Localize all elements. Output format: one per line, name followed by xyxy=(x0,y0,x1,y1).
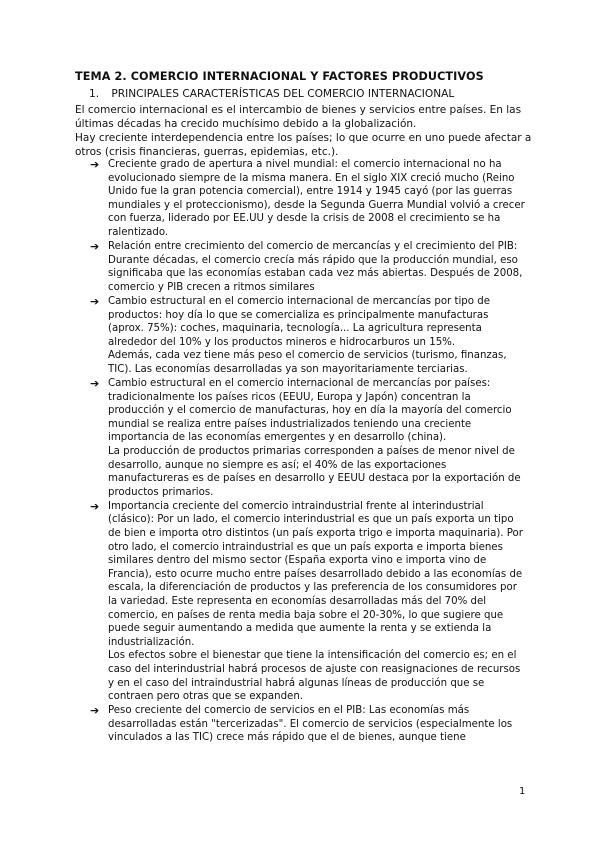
list-item xyxy=(90,295,526,377)
bullet-paragraph: Relación entre crecimiento del comercio de mercancías y el crecimiento del PIB: Durante décadas, el comercio crecía más rápido que la producción mundial, eso significaba que las economías estaban cada vez más abiertas. Después de 2008, comercio y PIB crecen a ritmos similares xyxy=(108,241,523,293)
bullet-paragraph: Cambio estructural en el comercio internacional de mercancías por tipo de productos: hoy día lo que se comercializa es principalmente manufacturas (aprox. 75%): coches, maquinaria, tecnología... La agricultura representa alrededor del 10% y los productos mineros e hidrocarburos un 15%. xyxy=(108,295,490,348)
list-item xyxy=(90,377,526,499)
bullet-paragraph: La producción de productos primarias corresponden a países de menor nivel de desarrollo, aunque no siempre es así; el 40% de las exportaciones manufactureras es de países en desarrollo y EEUU destaca por la exportación de productos primarios. xyxy=(108,445,521,498)
right-arrow-icon: ➔ xyxy=(90,294,100,308)
right-arrow-icon: ➔ xyxy=(90,240,100,254)
right-arrow-icon: ➔ xyxy=(90,499,100,513)
bullet-paragraph: Importancia creciente del comercio intraindustrial frente al interindustrial (clásico): Por un lado, el comercio interindustrial es que un país exporta un tipo de bien e importa otro distintos (un país exporta trigo e importa maquinaria). Por otro lado, el comercio intraindustrial es que un país exporta e importa bienes similares dentro del mismo sector (España exporta vino e importa vino de Francia), esto ocurre mucho entre países desarrollado debido a las economías de escala, la diferenciación de productos y las preferencia de los consumidores por la variedad. Este representa en economías desarrolladas más del 70% del comercio, en países de renta media baja sobre el 20-30%, lo que sugiere que puede seguir aumentando a medida que aumente la renta y se extienda la industrialización. xyxy=(108,500,523,648)
bullet-paragraph: Creciente grado de apertura a nivel mundial: el comercio internacional no ha evolucionado siempre de la misma manera. En el siglo XIX creció mucho (Reino Unido fue la gran potencia comercial), entre 1914 y 1945 cayó (por las guerras mundiales y el proteccionismo), desde la Segunda Guerra Mundial volvió a crecer con fuerza, liderado por EE.UU y desde la crisis de 2008 el crecimiento se ha ralentizado. xyxy=(108,159,525,238)
bullet-paragraph: Cambio estructural en el comercio internacional de mercancías por países: tradicionalmente los países ricos (EEUU, Europa y Japón) concentran la producción y el comercio de manufacturas, hoy en día la mayoría del comercio mundial se realiza entre países industrializados teniendo una creciente importancia de las economías emergentes y en desarrollo (china). xyxy=(108,378,512,444)
list-item xyxy=(90,500,526,704)
bullet-paragraph: Los efectos sobre el bienestar que tiene la intensificación del comercio es; en el caso del interindustrial habrá procesos de ajuste con reasignaciones de recursos y en el caso del intraindustrial habrá algunas líneas de producción que se contraen pero otras que se expanden. xyxy=(108,650,521,703)
list-item xyxy=(90,240,526,294)
section-heading-text: PRINCIPALES CARACTERÍSTICAS DEL COMERCIO INTERNACIONAL xyxy=(111,88,455,100)
bullet-paragraph: Además, cada vez tiene más peso el comercio de servicios (turismo, finanzas, TIC). Las economías desarrolladas ya son mayoritariamente terciarias. xyxy=(108,350,507,375)
right-arrow-icon: ➔ xyxy=(90,158,100,171)
intro-text xyxy=(75,103,533,159)
right-arrow-icon: ➔ xyxy=(90,704,100,718)
section-number: 1. xyxy=(89,88,100,100)
list-item xyxy=(90,704,526,745)
page-number: 1 xyxy=(519,786,526,797)
section-heading xyxy=(89,88,539,100)
intro-paragraph: El comercio internacional es el intercambio de bienes y servicios entre países. En las últimas décadas ha crecido muchísimo debido a la globalización. xyxy=(75,104,522,130)
right-arrow-icon: ➔ xyxy=(90,377,100,390)
bullet-paragraph: Peso creciente del comercio de servicios en el PIB: Las economías más desarrolladas están "tercerizadas". El comercio de servicios (especialmente los vinculados a las TIC) crece más rápido que el de bienes, aunque tiene xyxy=(108,705,513,744)
bullet-list xyxy=(90,158,526,746)
intro-paragraph: Hay creciente interdependencia entre los países; lo que ocurre en uno puede afectar a otros (crisis financieras, guerras, epidemias, etc.). xyxy=(75,132,532,158)
list-item xyxy=(90,158,526,240)
document-title: TEMA 2. COMERCIO INTERNACIONAL Y FACTORES PRODUCTIVOS xyxy=(75,70,484,83)
